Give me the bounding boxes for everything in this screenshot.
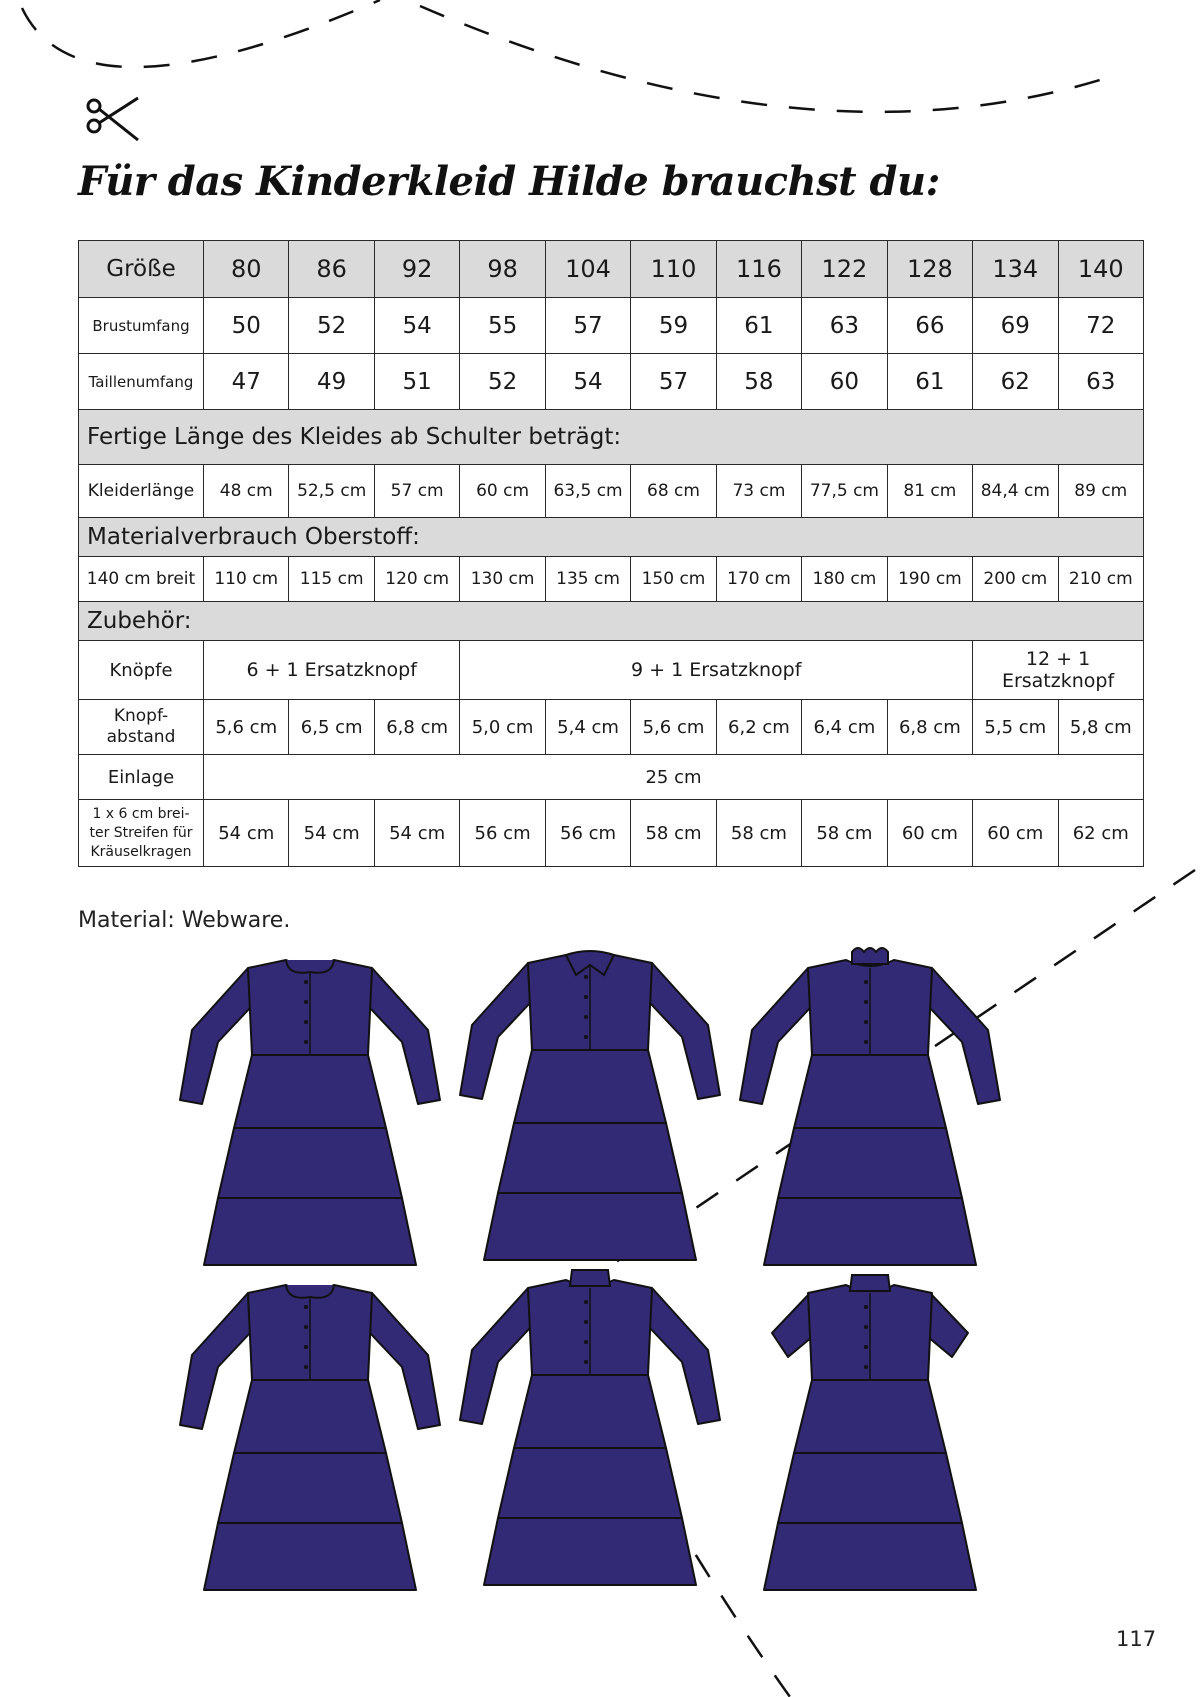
breit-cell: 110 cm: [204, 557, 289, 602]
material-note: Material: Webware.: [78, 908, 291, 933]
streifen-label-line: ter Streifen für: [89, 824, 193, 841]
size-cell: 116: [716, 241, 801, 298]
abstand-label-line: abstand: [106, 727, 176, 747]
abstand-cell: 5,6 cm: [631, 700, 716, 755]
streifen-cell: 58 cm: [631, 800, 716, 867]
brust-label: Brustumfang: [79, 298, 204, 354]
kleiderlaenge-cell: 68 cm: [631, 465, 716, 518]
size-cell: 122: [802, 241, 887, 298]
abstand-label-line: Knopf-: [113, 706, 169, 726]
knoepfe-cell: 9 + 1 Ersatzknopf: [460, 641, 973, 700]
abstand-cell: 5,6 cm: [204, 700, 289, 755]
breit-label: 140 cm breit: [79, 557, 204, 602]
knoepfe-cell: 6 + 1 Ersatzknopf: [204, 641, 460, 700]
brust-cell: 61: [716, 298, 801, 354]
streifen-cell: 54 cm: [374, 800, 459, 867]
brust-cell: 66: [887, 298, 972, 354]
streifen-cell: 54 cm: [204, 800, 289, 867]
breit-cell: 200 cm: [973, 557, 1058, 602]
brust-cell: 69: [973, 298, 1058, 354]
streifen-cell: 56 cm: [545, 800, 630, 867]
streifen-cell: 62 cm: [1058, 800, 1143, 867]
abstand-cell: 5,5 cm: [973, 700, 1058, 755]
brust-cell: 63: [802, 298, 887, 354]
size-cell: 140: [1058, 241, 1143, 298]
taille-cell: 57: [631, 354, 716, 410]
dress-illustration: [180, 960, 440, 1265]
kleiderlaenge-cell: 73 cm: [716, 465, 801, 518]
dress-illustration: [460, 951, 720, 1260]
taille-cell: 60: [802, 354, 887, 410]
taille-cell: 63: [1058, 354, 1143, 410]
streifen-label-line: 1 x 6 cm brei-: [92, 805, 190, 822]
abstand-cell: 6,8 cm: [374, 700, 459, 755]
taille-cell: 51: [374, 354, 459, 410]
streifen-label-line: Kräuselkragen: [90, 843, 192, 860]
streifen-cell: 54 cm: [289, 800, 374, 867]
breit-cell: 180 cm: [802, 557, 887, 602]
kleiderlaenge-cell: 81 cm: [887, 465, 972, 518]
abstand-cell: 5,0 cm: [460, 700, 545, 755]
taille-cell: 61: [887, 354, 972, 410]
size-cell: 92: [374, 241, 459, 298]
kleiderlaenge-cell: 60 cm: [460, 465, 545, 518]
kleiderlaenge-cell: 57 cm: [374, 465, 459, 518]
kleiderlaenge-label: Kleiderlänge: [79, 465, 204, 518]
brust-cell: 72: [1058, 298, 1143, 354]
streifen-cell: 58 cm: [802, 800, 887, 867]
brust-cell: 54: [374, 298, 459, 354]
kleiderlaenge-cell: 63,5 cm: [545, 465, 630, 518]
breit-cell: 130 cm: [460, 557, 545, 602]
taille-cell: 54: [545, 354, 630, 410]
abstand-cell: 6,4 cm: [802, 700, 887, 755]
taille-cell: 52: [460, 354, 545, 410]
breit-cell: 115 cm: [289, 557, 374, 602]
dress-illustration: [764, 1275, 976, 1590]
dress-illustration: [180, 1285, 440, 1590]
streifen-cell: 60 cm: [973, 800, 1058, 867]
streifen-cell: 60 cm: [887, 800, 972, 867]
breit-cell: 120 cm: [374, 557, 459, 602]
brust-cell: 52: [289, 298, 374, 354]
size-cell: 128: [887, 241, 972, 298]
einlage-label: Einlage: [79, 755, 204, 800]
size-cell: 80: [204, 241, 289, 298]
size-cell: 86: [289, 241, 374, 298]
brust-cell: 50: [204, 298, 289, 354]
breit-cell: 150 cm: [631, 557, 716, 602]
brust-cell: 59: [631, 298, 716, 354]
streifen-cell: 58 cm: [716, 800, 801, 867]
breit-cell: 135 cm: [545, 557, 630, 602]
size-cell: 134: [973, 241, 1058, 298]
abstand-cell: 5,4 cm: [545, 700, 630, 755]
abstand-cell: 6,2 cm: [716, 700, 801, 755]
size-label: Größe: [79, 241, 204, 298]
zubehoer-header-text: Zubehör:: [79, 602, 1144, 641]
abstand-cell: 6,8 cm: [887, 700, 972, 755]
material-header-text: Materialverbrauch Oberstoff:: [79, 518, 1144, 557]
abstand-cell: 6,5 cm: [289, 700, 374, 755]
knoepfe-label: Knöpfe: [79, 641, 204, 700]
kleiderlaenge-cell: 77,5 cm: [802, 465, 887, 518]
streifen-cell: 56 cm: [460, 800, 545, 867]
size-cell: 110: [631, 241, 716, 298]
breit-cell: 170 cm: [716, 557, 801, 602]
kleiderlaenge-cell: 84,4 cm: [973, 465, 1058, 518]
abstand-cell: 5,8 cm: [1058, 700, 1143, 755]
taille-cell: 47: [204, 354, 289, 410]
taille-cell: 62: [973, 354, 1058, 410]
size-cell: 98: [460, 241, 545, 298]
dress-illustration: [740, 948, 1000, 1265]
taille-cell: 58: [716, 354, 801, 410]
knoepfe-cell: 12 + 1 Ersatzknopf: [973, 641, 1144, 700]
laenge-header-text: Fertige Länge des Kleides ab Schulter beträgt:: [79, 410, 1144, 465]
dress-illustration: [460, 1270, 720, 1585]
einlage-cell: 25 cm: [204, 755, 1144, 800]
kleiderlaenge-cell: 48 cm: [204, 465, 289, 518]
breit-cell: 210 cm: [1058, 557, 1143, 602]
brust-cell: 55: [460, 298, 545, 354]
brust-cell: 57: [545, 298, 630, 354]
size-cell: 104: [545, 241, 630, 298]
taille-cell: 49: [289, 354, 374, 410]
breit-cell: 190 cm: [887, 557, 972, 602]
page-title: Für das Kinderkleid Hilde brauchst du:: [78, 158, 940, 205]
kleiderlaenge-cell: 52,5 cm: [289, 465, 374, 518]
kleiderlaenge-cell: 89 cm: [1058, 465, 1143, 518]
page-number: 117: [1116, 1627, 1157, 1651]
taille-label: Taillenumfang: [79, 354, 204, 410]
